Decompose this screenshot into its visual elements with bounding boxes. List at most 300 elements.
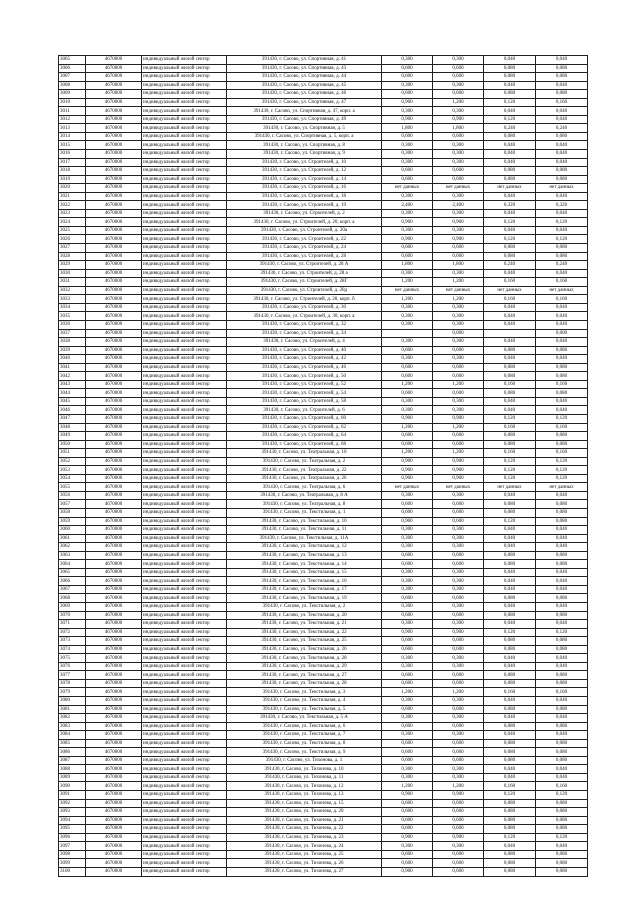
address-cell: 391430, г. Сасово, ул. Театральная, д. 8: [227, 500, 382, 509]
value-cell-1: 0,300: [382, 585, 433, 594]
sector-cell: индивидуальный жилой сектор: [142, 372, 227, 381]
sector-cell: индивидуальный жилой сектор: [142, 440, 227, 449]
value-cell-4: 0,040: [536, 226, 588, 235]
value-cell-1: 0,900: [382, 517, 433, 526]
value-cell-2: 0,600: [433, 671, 484, 680]
value-cell-1: 0,300: [382, 150, 433, 159]
address-cell: 391430, г. Сасово, ул. Текстильная, д. 6: [227, 722, 382, 731]
code-cell: 4670000: [86, 645, 142, 654]
code-cell: 4670000: [86, 594, 142, 603]
value-cell-3: 0,040: [484, 209, 536, 218]
address-cell: 391430, г. Сасово, ул. Текстильная, д. 4: [227, 697, 382, 706]
table-row: [59, 568, 588, 577]
code-cell: 4670000: [86, 534, 142, 543]
address-cell: 391430, г. Сасово, ул. Текстильная, д. 19: [227, 594, 382, 603]
row-number-cell: 3027: [59, 244, 86, 253]
code-cell: 4670000: [86, 722, 142, 731]
table-row: [59, 457, 588, 466]
value-cell-1: 0,900: [382, 466, 433, 475]
row-number-cell: 3094: [59, 816, 86, 825]
address-cell: 391430, г. Сасово, ул. Текстильная, д. 29: [227, 662, 382, 671]
code-cell: 4670000: [86, 150, 142, 159]
table-row: [59, 132, 588, 141]
value-cell-1: 0,300: [382, 397, 433, 406]
row-number-cell: 3035: [59, 312, 86, 321]
row-number-cell: 3016: [59, 150, 86, 159]
sector-cell: индивидуальный жилой сектор: [142, 825, 227, 834]
value-cell-2: 0,300: [433, 534, 484, 543]
code-cell: 4670000: [86, 209, 142, 218]
sector-cell: индивидуальный жилой сектор: [142, 748, 227, 757]
value-cell-4: 0,040: [536, 338, 588, 347]
value-cell-4: 0,080: [536, 167, 588, 176]
table-row: [59, 850, 588, 859]
sector-cell: индивидуальный жилой сектор: [142, 620, 227, 629]
value-cell-2: 0,900: [433, 466, 484, 475]
address-cell: 391430, г. Сасово, ул. Строителей, д. 62: [227, 423, 382, 432]
row-number-cell: 3079: [59, 688, 86, 697]
value-cell-4: 0,120: [536, 628, 588, 637]
value-cell-2: 0,300: [433, 842, 484, 851]
value-cell-4: 0,040: [536, 491, 588, 500]
value-cell-4: 0,040: [536, 773, 588, 782]
sector-cell: индивидуальный жилой сектор: [142, 141, 227, 150]
address-cell: 391430, г. Сасово, ул. Строителей, д. 28Г: [227, 278, 382, 287]
value-cell-4: 0,040: [536, 81, 588, 90]
value-cell-2: 0,300: [433, 226, 484, 235]
code-cell: 4670000: [86, 312, 142, 321]
code-cell: 4670000: [86, 115, 142, 124]
value-cell-3: 0,040: [484, 842, 536, 851]
value-cell-3: нет данных: [484, 184, 536, 193]
value-cell-4: 0,040: [536, 312, 588, 321]
sector-cell: индивидуальный жилой сектор: [142, 474, 227, 483]
row-number-cell: 3056: [59, 491, 86, 500]
address-cell: 391430, г. Сасово, ул. Строителей, д. 60: [227, 414, 382, 423]
value-cell-2: 0,300: [433, 697, 484, 706]
value-cell-2: 0,300: [433, 620, 484, 629]
value-cell-2: 0,600: [433, 517, 484, 526]
code-cell: 4670000: [86, 397, 142, 406]
row-number-cell: 3093: [59, 808, 86, 817]
table-row: [59, 620, 588, 629]
code-cell: 4670000: [86, 141, 142, 150]
table-row: [59, 226, 588, 235]
code-cell: 4670000: [86, 808, 142, 817]
code-cell: 4670000: [86, 483, 142, 492]
value-cell-1: 0,600: [382, 825, 433, 834]
code-cell: 4670000: [86, 244, 142, 253]
value-cell-2: 0,600: [433, 611, 484, 620]
code-cell: 4670000: [86, 132, 142, 141]
sector-cell: индивидуальный жилой сектор: [142, 679, 227, 688]
value-cell-1: нет данных: [382, 286, 433, 295]
value-cell-3: 0,080: [484, 748, 536, 757]
sector-cell: индивидуальный жилой сектор: [142, 731, 227, 740]
sector-cell: индивидуальный жилой сектор: [142, 628, 227, 637]
value-cell-4: 0,080: [536, 756, 588, 765]
value-cell-3: 0,040: [484, 226, 536, 235]
sector-cell: индивидуальный жилой сектор: [142, 688, 227, 697]
sector-cell: индивидуальный жилой сектор: [142, 338, 227, 347]
value-cell-3: 0,080: [484, 611, 536, 620]
row-number-cell: 3061: [59, 534, 86, 543]
value-cell-1: 0,300: [382, 355, 433, 364]
value-cell-1: 0,300: [382, 765, 433, 774]
sector-cell: индивидуальный жилой сектор: [142, 167, 227, 176]
table-row: [59, 98, 588, 107]
row-number-cell: 3063: [59, 551, 86, 560]
table-row: [59, 637, 588, 646]
address-cell: 391430, г. Сасово, ул. Тихонова, д. 23: [227, 833, 382, 842]
value-cell-3: 0,040: [484, 577, 536, 586]
value-cell-1: 0,900: [382, 98, 433, 107]
table-row: [59, 508, 588, 517]
address-cell: 391430, г. Сасово, ул. Текстильная, д. 25: [227, 637, 382, 646]
address-cell: 391430, г. Сасово, ул. Строителей, д. 28д: [227, 286, 382, 295]
table-row: [59, 201, 588, 210]
value-cell-3: 0,120: [484, 466, 536, 475]
address-cell: 391430, г. Сасово, ул. Строителей, д. 58: [227, 397, 382, 406]
value-cell-2: 0,600: [433, 175, 484, 184]
table-row: [59, 209, 588, 218]
value-cell-1: 0,600: [382, 432, 433, 441]
address-cell: 391430, г. Сасово, ул. Спортивная, д. 9: [227, 150, 382, 159]
value-cell-4: 0,080: [536, 645, 588, 654]
value-cell-2: 0,600: [433, 64, 484, 73]
value-cell-4: 0,080: [536, 850, 588, 859]
value-cell-2: 1,200: [433, 278, 484, 287]
value-cell-3: 0,080: [484, 808, 536, 817]
value-cell-1: 0,600: [382, 90, 433, 99]
address-cell: 391430, г. Сасово, ул. Тихонова, д. 25: [227, 850, 382, 859]
value-cell-1: 0,600: [382, 850, 433, 859]
code-cell: 4670000: [86, 81, 142, 90]
table-row: [59, 107, 588, 116]
value-cell-4: 0,040: [536, 543, 588, 552]
sector-cell: индивидуальный жилой сектор: [142, 517, 227, 526]
row-number-cell: 3088: [59, 765, 86, 774]
value-cell-3: 0,120: [484, 414, 536, 423]
code-cell: 4670000: [86, 739, 142, 748]
row-number-cell: 3023: [59, 209, 86, 218]
value-cell-1: 0,600: [382, 671, 433, 680]
code-cell: 4670000: [86, 654, 142, 663]
row-number-cell: 3064: [59, 560, 86, 569]
table-row: [59, 355, 588, 364]
value-cell-1: 0,300: [382, 226, 433, 235]
code-cell: 4670000: [86, 679, 142, 688]
value-cell-4: 0,080: [536, 671, 588, 680]
code-cell: 4670000: [86, 714, 142, 723]
value-cell-2: 0,300: [433, 320, 484, 329]
value-cell-1: 0,600: [382, 346, 433, 355]
value-cell-1: 0,600: [382, 500, 433, 509]
value-cell-3: 0,040: [484, 338, 536, 347]
code-cell: 4670000: [86, 423, 142, 432]
sector-cell: индивидуальный жилой сектор: [142, 508, 227, 517]
address-cell: 391430, г. Сасово, ул. Спортивная, д. 43: [227, 64, 382, 73]
table-row: [59, 175, 588, 184]
sector-cell: индивидуальный жилой сектор: [142, 697, 227, 706]
value-cell-3: 0,080: [484, 508, 536, 517]
value-cell-4: 0,080: [536, 389, 588, 398]
value-cell-3: 0,080: [484, 671, 536, 680]
value-cell-2: 0,600: [433, 722, 484, 731]
value-cell-2: 2,400: [433, 201, 484, 210]
value-cell-2: 0,600: [433, 346, 484, 355]
address-cell: 391430, г. Сасово, ул. Текстильная, д. 1: [227, 508, 382, 517]
value-cell-2: 0,900: [433, 235, 484, 244]
value-cell-2: 0,600: [433, 363, 484, 372]
code-cell: 4670000: [86, 491, 142, 500]
value-cell-1: 0,600: [382, 167, 433, 176]
table-row: [59, 722, 588, 731]
row-number-cell: 3010: [59, 98, 86, 107]
value-cell-1: 1,800: [382, 261, 433, 270]
value-cell-4: 0,120: [536, 218, 588, 227]
table-row: [59, 338, 588, 347]
row-number-cell: 3067: [59, 585, 86, 594]
value-cell-3: нет данных: [484, 286, 536, 295]
row-number-cell: 3009: [59, 90, 86, 99]
address-cell: 391430, г. Сасово, ул. Строителей, д. 4: [227, 338, 382, 347]
row-number-cell: 3086: [59, 748, 86, 757]
sector-cell: индивидуальный жилой сектор: [142, 278, 227, 287]
table-row: [59, 380, 588, 389]
value-cell-4: 0,040: [536, 56, 588, 65]
value-cell-4: 0,160: [536, 423, 588, 432]
sector-cell: индивидуальный жилой сектор: [142, 671, 227, 680]
code-cell: 4670000: [86, 688, 142, 697]
value-cell-1: 0,300: [382, 697, 433, 706]
row-number-cell: 3019: [59, 175, 86, 184]
value-cell-4: 0,080: [536, 808, 588, 817]
sector-cell: индивидуальный жилой сектор: [142, 782, 227, 791]
address-cell: 391430, г. Сасово, ул. Текстильная, д. 3: [227, 688, 382, 697]
value-cell-2: 0,900: [433, 628, 484, 637]
value-cell-3: 0,040: [484, 81, 536, 90]
value-cell-2: 0,000: [433, 329, 484, 338]
value-cell-1: 0,300: [382, 303, 433, 312]
row-number-cell: 3043: [59, 380, 86, 389]
address-cell: 391430, г. Сасово, ул. Тихонова, д. 24: [227, 842, 382, 851]
code-cell: 4670000: [86, 355, 142, 364]
value-cell-3: 0,040: [484, 355, 536, 364]
value-cell-1: 0,300: [382, 81, 433, 90]
row-number-cell: 3044: [59, 389, 86, 398]
value-cell-3: 0,080: [484, 389, 536, 398]
value-cell-4: 0,040: [536, 192, 588, 201]
code-cell: 4670000: [86, 389, 142, 398]
row-number-cell: 3100: [59, 867, 86, 876]
address-cell: 391430, г. Сасово, ул. Театральная, д. 8 А: [227, 491, 382, 500]
value-cell-1: 0,900: [382, 791, 433, 800]
address-cell: 391430, г. Сасово, ул. Текстильная, д. 21: [227, 620, 382, 629]
address-cell: 391430, г. Сасово, ул. Строителей, д. 30, корп. а: [227, 312, 382, 321]
code-cell: 4670000: [86, 226, 142, 235]
code-cell: 4670000: [86, 457, 142, 466]
address-cell: 391430, г. Сасово, ул. Строителей, д. 68: [227, 440, 382, 449]
value-cell-4: 0,120: [536, 833, 588, 842]
row-number-cell: 3054: [59, 474, 86, 483]
address-cell: 391430, г. Сасово, ул. Строителей, д. 28: [227, 252, 382, 261]
code-cell: 4670000: [86, 620, 142, 629]
value-cell-1: 1,200: [382, 449, 433, 458]
table-row: [59, 303, 588, 312]
value-cell-2: 1,200: [433, 98, 484, 107]
value-cell-1: 0,300: [382, 620, 433, 629]
code-cell: 4670000: [86, 474, 142, 483]
value-cell-1: 0,900: [382, 218, 433, 227]
value-cell-4: 0,080: [536, 739, 588, 748]
value-cell-4: 0,080: [536, 346, 588, 355]
sector-cell: индивидуальный жилой сектор: [142, 765, 227, 774]
code-cell: 4670000: [86, 414, 142, 423]
row-number-cell: 3097: [59, 842, 86, 851]
value-cell-3: 0,160: [484, 295, 536, 304]
code-cell: 4670000: [86, 816, 142, 825]
value-cell-3: 0,160: [484, 782, 536, 791]
row-number-cell: 3018: [59, 167, 86, 176]
address-cell: 391430, г. Сасово, ул. Тихонова, д. 12: [227, 782, 382, 791]
value-cell-1: 0,600: [382, 389, 433, 398]
value-cell-1: 0,900: [382, 235, 433, 244]
code-cell: 4670000: [86, 697, 142, 706]
sector-cell: индивидуальный жилой сектор: [142, 380, 227, 389]
value-cell-3: 0,080: [484, 346, 536, 355]
address-cell: 391430, г. Сасово, ул. Текстильная, д. 11: [227, 526, 382, 535]
sector-cell: индивидуальный жилой сектор: [142, 594, 227, 603]
value-cell-2: 0,600: [433, 808, 484, 817]
value-cell-4: 0,080: [536, 372, 588, 381]
value-cell-4: 0,040: [536, 534, 588, 543]
value-cell-2: 1,200: [433, 423, 484, 432]
value-cell-3: 0,160: [484, 449, 536, 458]
value-cell-2: 0,900: [433, 414, 484, 423]
value-cell-3: 0,040: [484, 150, 536, 159]
value-cell-3: 0,120: [484, 115, 536, 124]
value-cell-1: 0,600: [382, 808, 433, 817]
value-cell-4: 0,120: [536, 235, 588, 244]
code-cell: 4670000: [86, 124, 142, 133]
code-cell: 4670000: [86, 320, 142, 329]
table-row: [59, 363, 588, 372]
sector-cell: индивидуальный жилой сектор: [142, 526, 227, 535]
value-cell-1: 0,900: [382, 457, 433, 466]
sector-cell: индивидуальный жилой сектор: [142, 158, 227, 167]
row-number-cell: 3099: [59, 859, 86, 868]
value-cell-1: 0,600: [382, 64, 433, 73]
value-cell-1: 0,300: [382, 662, 433, 671]
value-cell-3: 0,120: [484, 235, 536, 244]
table-row: [59, 731, 588, 740]
row-number-cell: 3005: [59, 56, 86, 65]
row-number-cell: 3091: [59, 791, 86, 800]
code-cell: 4670000: [86, 158, 142, 167]
table-row: [59, 150, 588, 159]
value-cell-4: 0,080: [536, 73, 588, 82]
value-cell-4: 0,080: [536, 722, 588, 731]
value-cell-4: 0,080: [536, 637, 588, 646]
sector-cell: индивидуальный жилой сектор: [142, 816, 227, 825]
value-cell-3: 0,120: [484, 628, 536, 637]
value-cell-2: 0,300: [433, 543, 484, 552]
address-cell: 391430, г. Сасово, ул. Театральная, д. 10: [227, 449, 382, 458]
table-row: [59, 560, 588, 569]
value-cell-4: 0,080: [536, 748, 588, 757]
table-row: [59, 423, 588, 432]
row-number-cell: 3062: [59, 543, 86, 552]
value-cell-1: 1,200: [382, 782, 433, 791]
value-cell-4: 0,080: [536, 825, 588, 834]
code-cell: 4670000: [86, 637, 142, 646]
table-row: [59, 628, 588, 637]
sector-cell: индивидуальный жилой сектор: [142, 73, 227, 82]
code-cell: 4670000: [86, 508, 142, 517]
value-cell-1: 0,300: [382, 192, 433, 201]
value-cell-3: 0,040: [484, 697, 536, 706]
value-cell-1: 0,300: [382, 320, 433, 329]
code-cell: 4670000: [86, 107, 142, 116]
value-cell-4: 0,240: [536, 261, 588, 270]
value-cell-4: 0,040: [536, 397, 588, 406]
row-number-cell: 3025: [59, 226, 86, 235]
value-cell-2: 1,200: [433, 295, 484, 304]
row-number-cell: 3068: [59, 594, 86, 603]
table-row: [59, 491, 588, 500]
row-number-cell: 3070: [59, 611, 86, 620]
value-cell-1: 0,600: [382, 645, 433, 654]
value-cell-3: 0,040: [484, 662, 536, 671]
value-cell-4: 0,040: [536, 107, 588, 116]
value-cell-2: 0,300: [433, 269, 484, 278]
address-cell: 391430, г. Сасово, ул. Текстильная, д. 10: [227, 517, 382, 526]
row-number-cell: 3013: [59, 124, 86, 133]
value-cell-4: 0,160: [536, 688, 588, 697]
code-cell: 4670000: [86, 603, 142, 612]
value-cell-3: 0,080: [484, 551, 536, 560]
value-cell-3: 0,080: [484, 372, 536, 381]
value-cell-4: 0,040: [536, 577, 588, 586]
table-row: [59, 825, 588, 834]
value-cell-4: 0,120: [536, 791, 588, 800]
value-cell-3: 0,040: [484, 491, 536, 500]
address-cell: 391430, г. Сасово, ул. Строителей, д. 30: [227, 303, 382, 312]
value-cell-2: 0,900: [433, 115, 484, 124]
value-cell-2: 0,600: [433, 500, 484, 509]
value-cell-2: 0,600: [433, 252, 484, 261]
address-cell: 391430, г. Сасово, ул. Строителей, д. 20а: [227, 226, 382, 235]
sector-cell: индивидуальный жилой сектор: [142, 611, 227, 620]
sector-cell: индивидуальный жилой сектор: [142, 645, 227, 654]
table-row: [59, 662, 588, 671]
row-number-cell: 3039: [59, 346, 86, 355]
address-cell: 391430, г. Сасово, ул. Текстильная, д. 5: [227, 705, 382, 714]
code-cell: 4670000: [86, 261, 142, 270]
sector-cell: индивидуальный жилой сектор: [142, 466, 227, 475]
table-row: [59, 756, 588, 765]
code-cell: 4670000: [86, 671, 142, 680]
row-number-cell: 3072: [59, 628, 86, 637]
value-cell-2: 0,600: [433, 645, 484, 654]
data-table: [58, 55, 588, 877]
address-cell: 391430, г. Сасово, ул. Строителей, д. 34: [227, 329, 382, 338]
table-row: [59, 432, 588, 441]
sector-cell: индивидуальный жилой сектор: [142, 543, 227, 552]
code-cell: 4670000: [86, 303, 142, 312]
value-cell-3: 0,040: [484, 269, 536, 278]
